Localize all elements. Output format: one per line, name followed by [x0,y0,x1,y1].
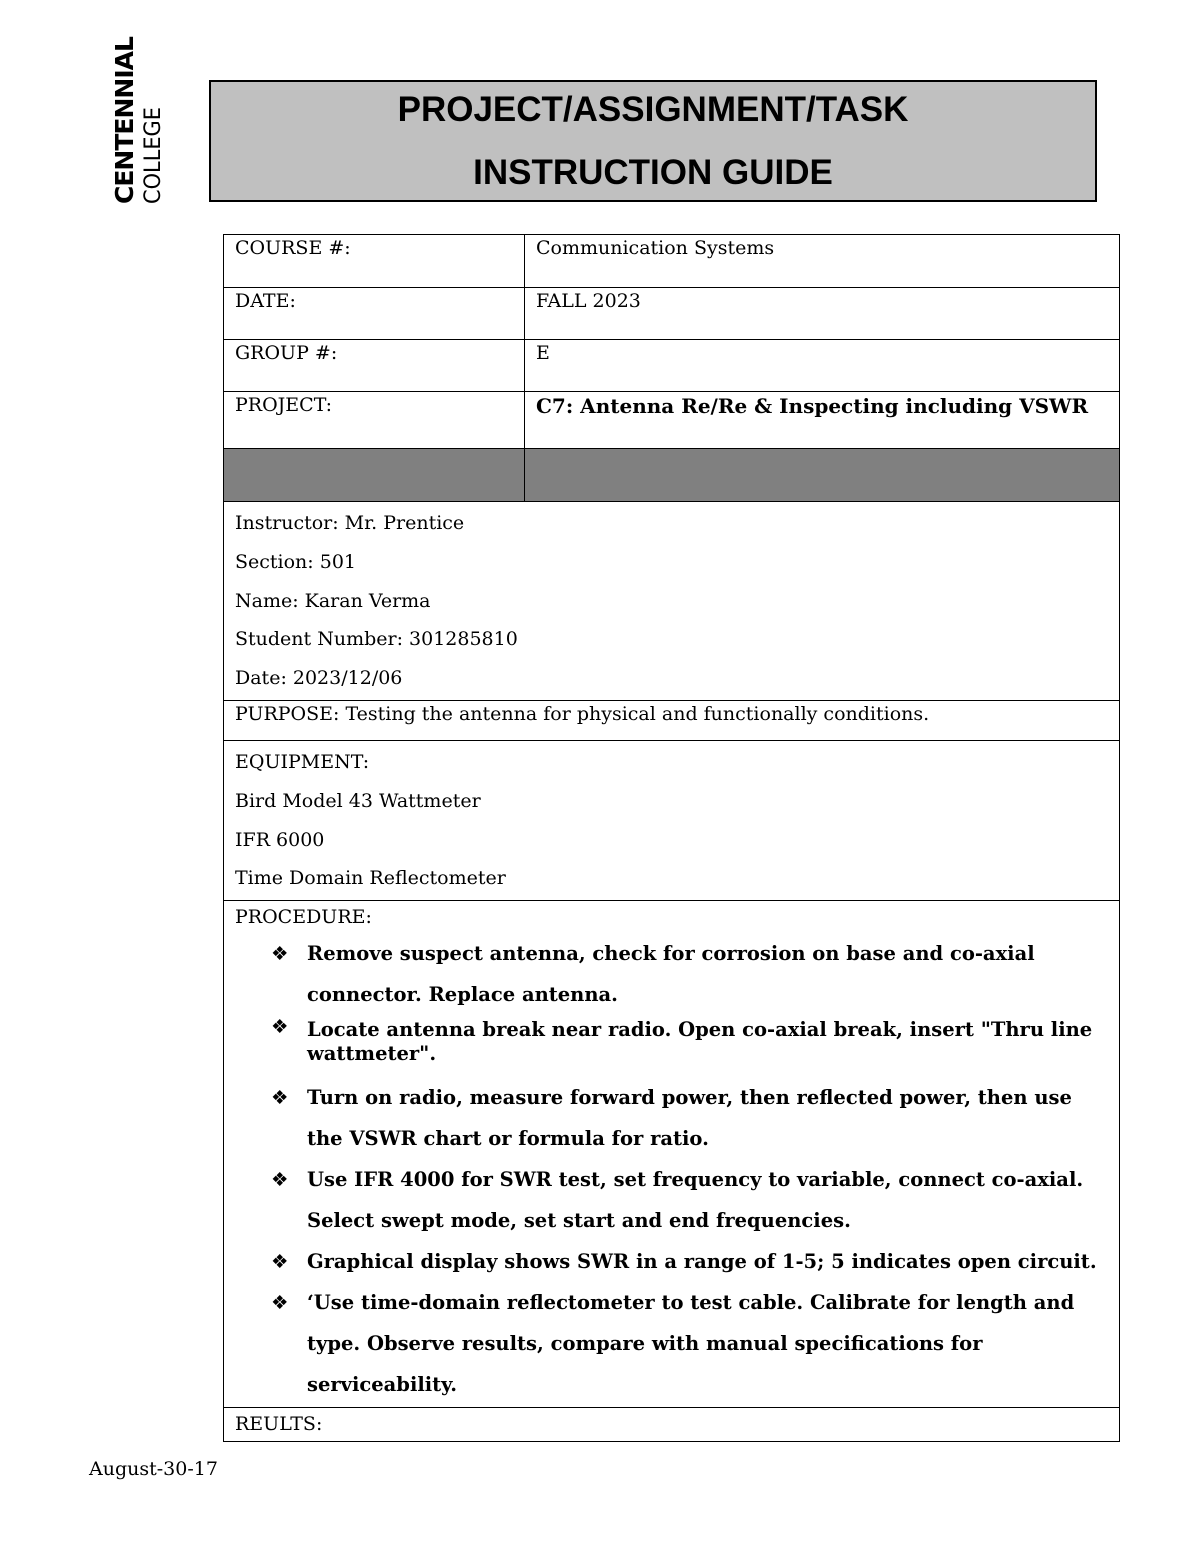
diamond-bullet-icon: ❖ [271,1015,289,1039]
step-text: Graphical display shows SWR in a range of 1-5; 5 indicates open circuit. [307,1250,1097,1274]
student-number-line: Student Number: 301285810 [235,628,518,651]
title-line2: INSTRUCTION GUIDE [473,153,833,192]
equipment-cell [224,740,1120,900]
procedure-step [271,1241,1108,1282]
procedure-step [271,1159,1108,1241]
course-value: Communication Systems [525,235,1120,288]
course-row [224,235,1120,288]
procedure-step [271,1077,1108,1159]
step-text: ‘Use time-domain reflectometer to test cable. Calibrate for length and type. Observe results, compare with manual specifications for serviceability. [307,1291,1075,1397]
diamond-bullet-icon: ❖ [271,1168,289,1192]
project-label: PROJECT: [224,392,525,449]
logo-line1: CENTENNIAL [110,37,139,204]
shaded-cell [525,449,1120,502]
purpose-text: PURPOSE: Testing the antenna for physical and functionally conditions. [224,700,1120,740]
course-label: COURSE #: [224,235,525,288]
equipment-item: Time Domain Reflectometer [235,867,506,890]
diamond-bullet-icon: ❖ [271,942,289,966]
equipment-item: Bird Model 43 Wattmeter [235,789,481,812]
student-info-cell [224,502,1120,701]
step-text: Remove suspect antenna, check for corrosion on base and co-axial connector. Replace antenna. [307,942,1035,1007]
procedure-step [271,933,1108,1015]
student-info-row [224,502,1120,701]
logo-line2: COLLEGE [141,107,166,204]
diamond-bullet-icon: ❖ [271,1291,289,1315]
date-value: FALL 2023 [525,288,1120,340]
date-label: DATE: [224,288,525,340]
shaded-cell [224,449,525,502]
instructor-line: Instructor: Mr. Prentice [235,512,465,534]
procedure-step [271,1282,1108,1405]
equipment-label: EQUIPMENT: [235,750,370,773]
title-box [209,80,1097,202]
step-text: Turn on radio, measure forward power, then reflected power, then use the VSWR chart or formula for ratio. [307,1086,1072,1151]
equipment-row [224,740,1120,900]
project-row [224,392,1120,449]
results-label: REULTS: [224,1408,1120,1442]
procedure-label: PROCEDURE: [235,906,372,929]
title-line1: PROJECT/ASSIGNMENT/TASK [397,90,909,129]
project-value: C7: Antenna Re/Re & Inspecting including VSWR [525,392,1120,449]
group-row [224,340,1120,392]
procedure-cell [224,901,1120,1408]
section-line: Section: 501 [235,550,356,573]
college-logo [106,37,172,208]
procedure-steps [235,933,1108,1405]
group-value: E [525,340,1120,392]
instruction-table [223,234,1120,1442]
diamond-bullet-icon: ❖ [271,1086,289,1110]
name-line: Name: Karan Verma [235,589,431,612]
results-row [224,1408,1120,1442]
step-text: Use IFR 4000 for SWR test, set frequency to variable, connect co-axial. Select swept mode, set start and end frequencies. [307,1168,1084,1233]
footer-date: August-30-17 [89,1458,218,1480]
procedure-step [271,1015,1108,1077]
date-row [224,288,1120,340]
shaded-divider-row [224,449,1120,502]
purpose-row [224,700,1120,740]
step-text: Locate antenna break near radio. Open co-axial break, insert "Thru line wattmeter". [307,1018,1093,1066]
diamond-bullet-icon: ❖ [271,1250,289,1274]
procedure-row [224,901,1120,1408]
group-label: GROUP #: [224,340,525,392]
equipment-item: IFR 6000 [235,828,325,851]
date-line: Date: 2023/12/06 [235,667,403,690]
